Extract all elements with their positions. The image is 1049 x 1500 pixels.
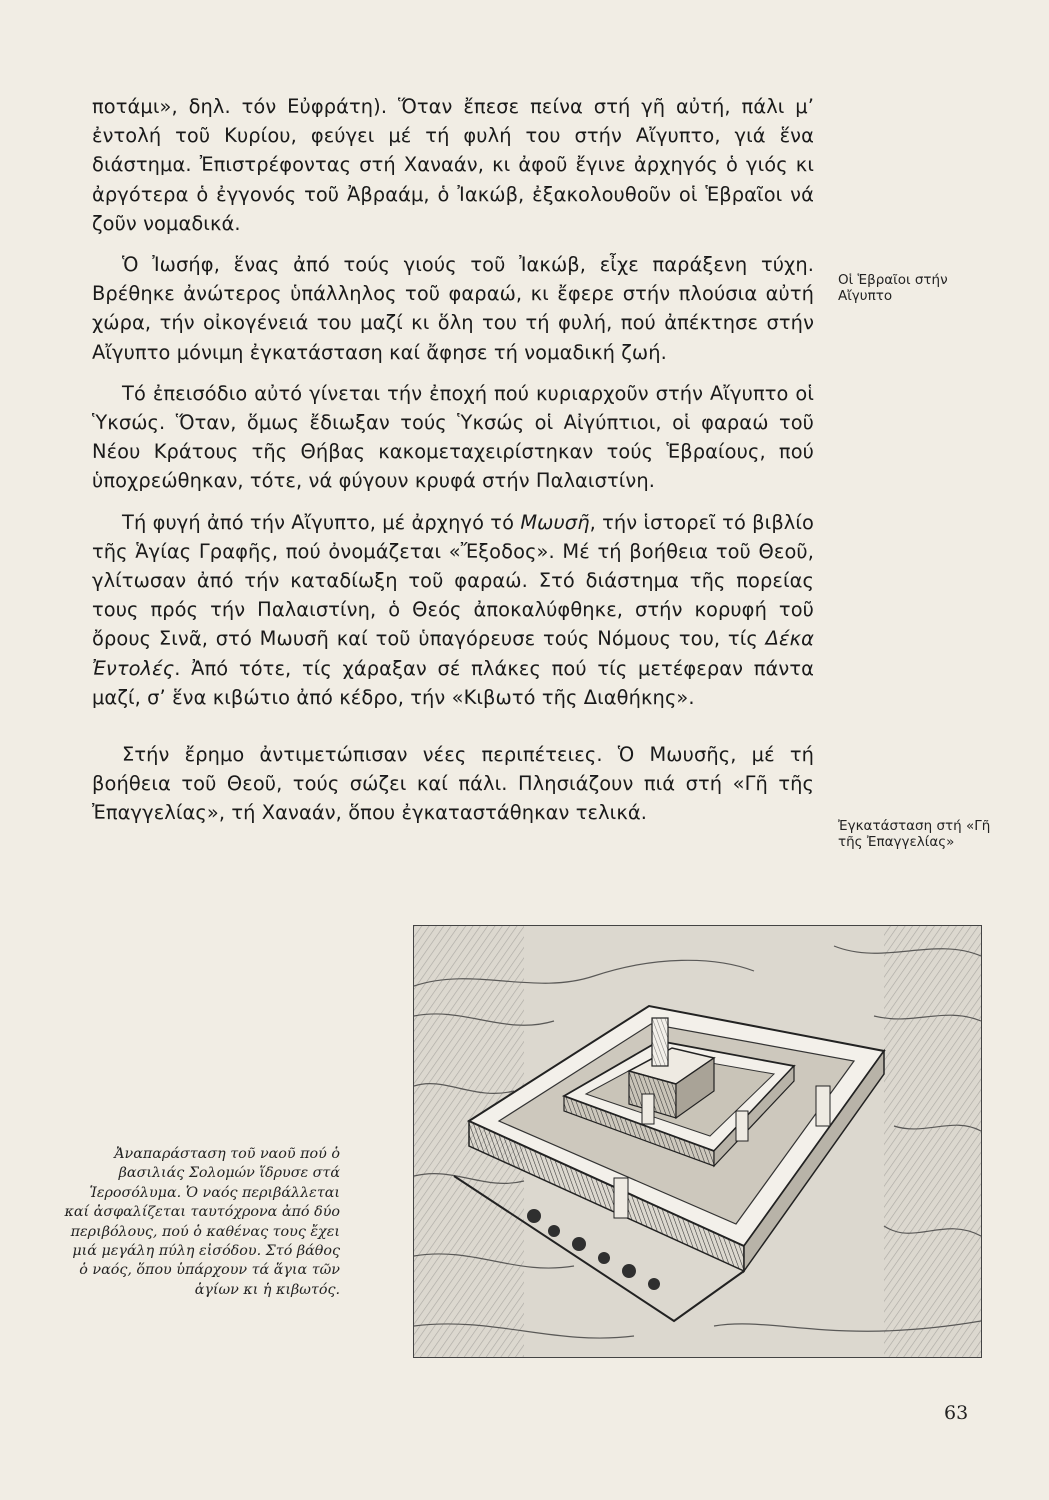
figure-caption: Ἀναπαράσταση τοῦ ναοῦ πού ὁ βασιλιάς Σολομών ἵδρυσε στά Ἱεροσόλυμα. Ὁ ναός περιβάλλεται καί ἀσφαλίζεται ταυτόχρονα ἀπό δύο περιβόλους, πού ὁ καθένας τους ἔχει μιά μεγάλη πύλη εἰσόδου. Στό βάθος ὁ ναός, ὅπου ὑπάρχουν τά ἅγια τῶν ἁγίων κι ἡ κιβωτός.: [64, 1146, 340, 1298]
temple-illustration: [413, 925, 982, 1358]
paragraph-4-text-a: Τή φυγή ἀπό τήν Αἴγυπτο, μέ ἀρχηγό τό: [122, 510, 521, 534]
paragraph-3: Τό ἐπεισόδιο αὐτό γίνεται τήν ἐποχή πού κυριαρχοῦν στήν Αἴγυπτο οἱ Ὑκσώς. Ὅταν, ὅμως ἔδιωξαν τούς Ὑκσώς οἱ Αἰγύπτιοι, οἱ φαραώ τοῦ Νέου Κράτους τῆς Θήβας κακομεταχειρίστηκαν τούς Ἑβραίους, πού ὑποχρεώθηκαν, τότε, νά φύγουν κρυφά στήν Παλαιστίνη.: [92, 381, 814, 493]
paragraph-4-text-c: , τήν ἱστορεῖ τό βιβλίο τῆς Ἁγίας Γραφῆς, πού ὀνομάζεται «Ἔξοδος». Μέ τή βοήθεια τοῦ Θεοῦ, γλίτωσαν ἀπό τήν καταδίωξη τοῦ φαραώ. Στό διάστημα τῆς πορείας τους πρός τήν Παλαιστίνη, ὁ Θεός ἀποκαλύφθηκε, στήν κορυφή τοῦ ὄρους Σινᾶ, στό Μωυσῆ καί τοῦ ὑπαγόρευσε τούς Νόμους του, τίς: [92, 510, 814, 651]
paragraph-4-text-e: . Ἀπό τότε, τίς χάραξαν σέ πλάκες πού τίς μετέφεραν πάντα μαζί, σ’ ἕνα κιβώτιο ἀπό κέδρο, τήν «Κιβωτό τῆς Διαθήκης».: [92, 656, 814, 709]
paragraph-5: Στήν ἔρημο ἀντιμετώπισαν νέες περιπέτειες. Ὁ Μωυσῆς, μέ τή βοήθεια τοῦ Θεοῦ, τούς σώζει καί πάλι. Πλησιάζουν πιά στή «Γῆ τῆς Ἐπαγγελίας», τή Χαναάν, ὅπου ἐγκαταστάθηκαν τελικά.: [92, 743, 814, 825]
page-number: 63: [944, 1402, 969, 1424]
paragraph-2: Ὁ Ἰωσήφ, ἕνας ἀπό τούς γιούς τοῦ Ἰακώβ, εἶχε παράξενη τύχη. Βρέθηκε ἀνώτερος ὑπάλληλος τοῦ φαραώ, κι ἔφερε στήν πλούσια αὐτή χώρα, τήν οἰκογένειά του μαζί κι ὅλη του τή φυλή, πού ἀπέκτησε στήν Αἴγυπτο μόνιμη ἐγκατάσταση καί ἄφησε τή νομαδική ζωή.: [92, 253, 814, 364]
margin-note-egypt: Οἱ Ἑβραῖοι στήν Αἴγυπτο: [838, 272, 948, 304]
margin-note-promised-land: Ἐγκατάσταση στή «Γῆ τῆς Ἐπαγγελίας»: [838, 818, 991, 850]
temple-drawing-icon: [414, 926, 981, 1357]
ten-commandments: Δέκα Ἐντολές: [92, 627, 814, 680]
moses-name: Μωυσῆ: [520, 510, 590, 534]
paragraph-1: ποτάμι», δηλ. τόν Εὐφράτη). Ὅταν ἔπεσε πείνα στή γῆ αὐτή, πάλι μ’ ἐντολή τοῦ Κυρίου, φεύγει μέ τή φυλή του στήν Αἴγυπτο, γιά ἕνα διάστημα. Ἐπιστρέφοντας στή Χαναάν, κι ἀφοῦ ἔγινε ἀρχηγός ὁ γιός κι ἀργότερα ὁ ἐγγονός τοῦ Ἀβραάμ, ὁ Ἰακώβ, ἐξακολουθοῦν οἱ Ἑβραῖοι νά ζοῦν νομαδικά.: [92, 95, 814, 235]
main-text: [92, 92, 814, 840]
paragraph-4: [92, 508, 814, 712]
